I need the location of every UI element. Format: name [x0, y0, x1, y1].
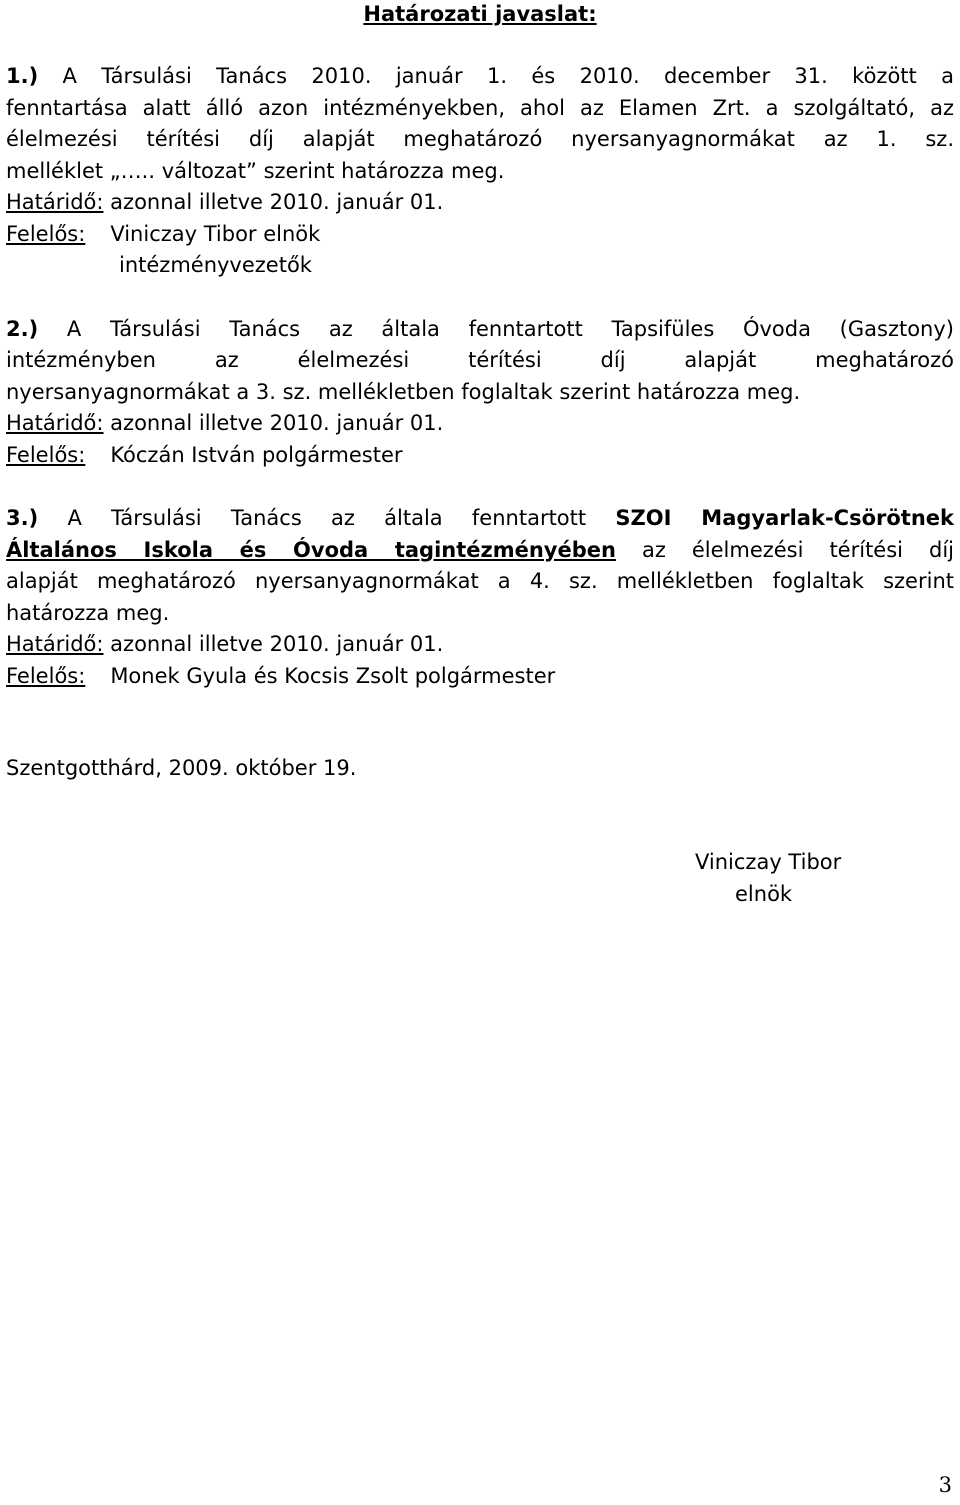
spacer — [6, 31, 954, 61]
responsible-label: Felelős: — [6, 221, 86, 246]
signatory-name: Viniczay Tibor — [695, 850, 842, 874]
item-3-institution-bold-2: Általános Iskola és Óvoda tagintézményében — [6, 537, 616, 562]
resolution-item-2 — [6, 314, 954, 472]
responsible-value: Monek Gyula és Kocsis Zsolt polgármester — [110, 663, 556, 688]
spacer — [6, 282, 954, 314]
responsible-value: Viniczay Tibor elnök — [110, 221, 321, 246]
item-3-responsible — [6, 661, 954, 693]
item-3-institution-bold-1: SZOI Magyarlak-Csörötnek — [615, 506, 954, 530]
document-page — [6, 0, 954, 692]
item-1-line-1 — [6, 61, 954, 93]
item-1-line-2: fenntartása alatt álló azon intézményekben, ahol az Elamen Zrt. a szolgáltató, az — [6, 95, 954, 120]
item-2-number: 2.) — [6, 316, 39, 341]
deadline-value: azonnal illetve 2010. január 01. — [110, 632, 444, 656]
item-3-text-2: az élelmezési térítési díj — [641, 537, 954, 562]
item-1-text-1: A Társulási Tanács 2010. január 1. és 2010. december 31. között a — [62, 64, 954, 88]
item-3-line-4: határozza meg. — [6, 600, 170, 625]
item-3-number: 3.) — [6, 506, 39, 530]
resolution-item-1 — [6, 61, 954, 282]
responsible-label: Felelős: — [6, 663, 86, 688]
item-1-responsible — [6, 219, 954, 251]
responsible-value: Kóczán István polgármester — [110, 442, 403, 467]
responsible-label: Felelős: — [6, 442, 86, 467]
item-2-line-1 — [6, 314, 954, 346]
page-number: 3 — [938, 1473, 952, 1497]
deadline-value: azonnal illetve 2010. január 01. — [110, 190, 444, 214]
item-3-deadline — [6, 629, 954, 661]
item-1-responsible-extra: intézményvezetők — [119, 253, 312, 277]
item-1-line-3: élelmezési térítési díj alapját meghatározó nyersanyagnormákat az 1. sz. — [6, 127, 954, 151]
item-2-deadline — [6, 408, 954, 440]
item-2-text-1: A Társulási Tanács az általa fenntartott Tapsifüles Óvoda (Gasztony) — [66, 316, 954, 341]
deadline-value: azonnal illetve 2010. január 01. — [110, 411, 444, 435]
deadline-label: Határidő: — [6, 411, 104, 435]
item-3-line-3: alapját meghatározó nyersanyagnormákat a 4. sz. mellékletben foglaltak szerint — [6, 569, 954, 593]
resolution-item-3 — [6, 503, 954, 692]
spacer — [6, 471, 954, 503]
item-2-responsible — [6, 440, 954, 472]
item-1-line-4: melléklet „….. változat” szerint határozza meg. — [6, 158, 505, 183]
signature-block — [695, 847, 865, 910]
deadline-label: Határidő: — [6, 632, 104, 656]
item-1-number: 1.) — [6, 64, 39, 88]
place-and-date: Szentgotthárd, 2009. október 19. — [6, 756, 357, 780]
item-3-line-1 — [6, 503, 954, 535]
page-title: Határozati javaslat: — [363, 2, 597, 26]
item-1-deadline — [6, 187, 954, 219]
item-3-line-2 — [6, 535, 954, 567]
signatory-role: elnök — [735, 881, 793, 906]
item-3-text-1: A Társulási Tanács az általa fenntartott — [67, 506, 587, 530]
item-2-line-3: nyersanyagnormákat a 3. sz. mellékletben foglaltak szerint határozza meg. — [6, 379, 801, 404]
deadline-label: Határidő: — [6, 190, 104, 214]
item-2-line-2: intézményben az élelmezési térítési díj alapját meghatározó — [6, 348, 954, 372]
